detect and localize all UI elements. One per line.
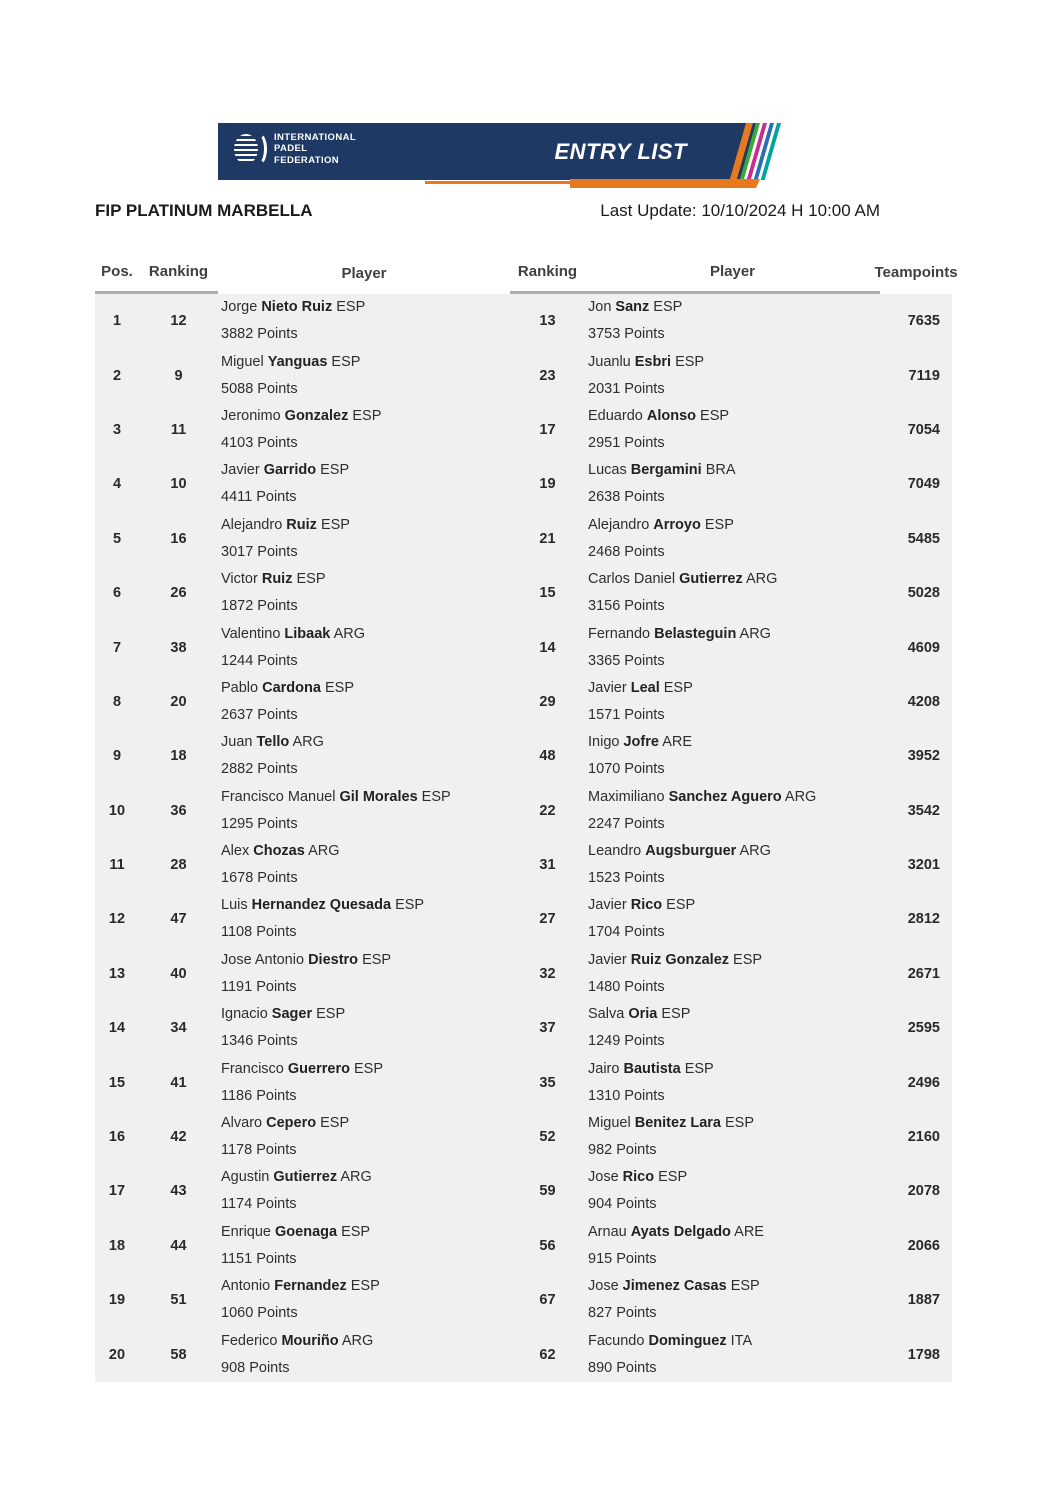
table-row xyxy=(95,512,952,566)
player-cell-2 xyxy=(585,1219,880,1273)
player-points: 1295 Points xyxy=(221,815,298,832)
ranking-cell-1: 47 xyxy=(170,911,187,928)
ranking-cell-1: 58 xyxy=(170,1346,187,1363)
player-points: 1310 Points xyxy=(588,1087,665,1104)
ranking-cell-2: 31 xyxy=(539,857,556,874)
player-name: Pablo Cardona ESP xyxy=(221,679,354,696)
player-name: Miguel Yanguas ESP xyxy=(221,353,361,370)
table-row xyxy=(95,784,952,838)
player-name: Javier Rico ESP xyxy=(588,897,696,914)
ranking-cell-2: 17 xyxy=(539,421,556,438)
player-points: 1174 Points xyxy=(221,1196,297,1213)
ranking-cell-1: 11 xyxy=(170,421,187,438)
pos-cell: 18 xyxy=(108,1237,126,1254)
player-cell-1 xyxy=(218,621,510,675)
table-row xyxy=(95,1001,952,1055)
player-name: Francisco Manuel Gil Morales ESP xyxy=(221,788,451,805)
table-row xyxy=(95,892,952,946)
player-cell-1 xyxy=(218,294,510,348)
pos-cell: 4 xyxy=(112,476,122,493)
pos-cell: 6 xyxy=(112,585,122,602)
ipf-logo xyxy=(234,132,356,166)
player-points: 1704 Points xyxy=(588,924,665,941)
ranking-cell-1: 42 xyxy=(170,1129,187,1146)
team-points-cell: 5028 xyxy=(907,585,940,602)
player-cell-1 xyxy=(218,1328,510,1382)
ranking-cell-2: 67 xyxy=(539,1292,556,1309)
player-name: Federico Mouriño ARG xyxy=(221,1332,374,1349)
player-cell-1 xyxy=(218,838,510,892)
ranking-cell-1: 43 xyxy=(170,1183,187,1200)
player-points: 2031 Points xyxy=(588,380,665,397)
player-name: Jon Sanz ESP xyxy=(588,299,683,316)
player-cell-2 xyxy=(585,566,880,620)
column-header-player-1: Player xyxy=(341,264,387,282)
player-points: 4103 Points xyxy=(221,434,298,451)
ranking-cell-2: 62 xyxy=(539,1346,556,1363)
player-cell-2 xyxy=(585,1273,880,1327)
logo-line-3: FEDERATION xyxy=(274,154,340,166)
player-cell-1 xyxy=(218,1273,510,1327)
player-name: Luis Hernandez Quesada ESP xyxy=(221,897,425,914)
table-row xyxy=(95,348,952,402)
player-cell-2 xyxy=(585,512,880,566)
pos-cell: 11 xyxy=(109,857,125,874)
table-row xyxy=(95,294,952,348)
ranking-cell-2: 56 xyxy=(539,1237,556,1254)
player-points: 1346 Points xyxy=(221,1033,298,1050)
player-cell-2 xyxy=(585,1001,880,1055)
player-name: Leandro Augsburguer ARG xyxy=(588,843,771,860)
logo-line-2: PADEL xyxy=(274,143,308,155)
player-points: 3017 Points xyxy=(221,543,298,560)
player-cell-1 xyxy=(218,729,510,783)
ranking-cell-1: 38 xyxy=(170,639,187,656)
table-row xyxy=(95,1110,952,1164)
player-name: Arnau Ayats Delgado ARE xyxy=(588,1223,764,1240)
title-row xyxy=(95,201,952,221)
player-cell-1 xyxy=(218,457,510,511)
ranking-cell-2: 29 xyxy=(539,693,556,710)
ranking-cell-1: 36 xyxy=(170,802,187,819)
ranking-cell-2: 37 xyxy=(539,1020,556,1037)
player-name: Miguel Benitez Lara ESP xyxy=(588,1115,755,1132)
ranking-cell-2: 21 xyxy=(539,530,556,547)
player-name: Juan Tello ARG xyxy=(221,734,324,751)
player-points: 1186 Points xyxy=(221,1087,297,1104)
pos-cell: 3 xyxy=(112,421,122,438)
player-cell-2 xyxy=(585,784,880,838)
player-cell-1 xyxy=(218,512,510,566)
player-name: Jose Antonio Diestro ESP xyxy=(221,951,392,968)
header-banner xyxy=(218,115,775,190)
ranking-cell-2: 14 xyxy=(539,639,556,656)
pos-cell: 15 xyxy=(108,1074,126,1091)
player-name: Antonio Fernandez ESP xyxy=(221,1278,380,1295)
entry-table xyxy=(95,252,958,1382)
player-points: 2468 Points xyxy=(588,543,665,560)
ranking-cell-1: 10 xyxy=(170,476,187,493)
player-points: 1191 Points xyxy=(221,978,297,995)
player-points: 2247 Points xyxy=(588,815,665,832)
pos-cell: 16 xyxy=(108,1129,126,1146)
player-cell-1 xyxy=(218,403,510,457)
player-cell-2 xyxy=(585,1056,880,1110)
player-points: 908 Points xyxy=(221,1359,290,1376)
player-cell-1 xyxy=(218,947,510,1001)
ipf-logo-text xyxy=(274,132,356,166)
player-points: 1151 Points xyxy=(221,1250,297,1267)
table-header-row xyxy=(95,252,958,294)
player-points: 4411 Points xyxy=(221,489,297,506)
player-name: Ignacio Sager ESP xyxy=(221,1006,346,1023)
banner-orange-bar xyxy=(570,179,760,188)
column-header-player-2: Player xyxy=(585,252,880,294)
pos-cell: 9 xyxy=(112,748,122,765)
pos-cell: 10 xyxy=(108,802,126,819)
player-points: 827 Points xyxy=(588,1305,657,1322)
player-name: Alejandro Arroyo ESP xyxy=(588,516,734,533)
ranking-cell-2: 15 xyxy=(539,585,556,602)
pos-cell: 17 xyxy=(108,1183,126,1200)
ranking-cell-1: 9 xyxy=(174,367,183,384)
player-cell-2 xyxy=(585,838,880,892)
team-points-cell: 3201 xyxy=(907,857,940,874)
player-name: Juanlu Esbri ESP xyxy=(588,353,705,370)
player-cell-1 xyxy=(218,349,510,403)
column-header-pos: Pos. xyxy=(95,252,139,294)
ranking-cell-1: 26 xyxy=(170,585,187,602)
table-row xyxy=(95,1164,952,1218)
player-name: Alex Chozas ARG xyxy=(221,843,340,860)
player-name: Alvaro Cepero ESP xyxy=(221,1115,350,1132)
player-points: 1678 Points xyxy=(221,870,298,887)
player-name: Javier Garrido ESP xyxy=(221,462,350,479)
team-points-cell: 1798 xyxy=(907,1346,940,1363)
player-name: Maximiliano Sanchez Aguero ARG xyxy=(588,788,817,805)
player-cell-2 xyxy=(585,1110,880,1164)
logo-arc-icon xyxy=(249,132,267,166)
player-name: Jose Rico ESP xyxy=(588,1169,688,1186)
player-points: 1244 Points xyxy=(221,652,298,669)
column-header-ranking-1: Ranking xyxy=(139,252,218,294)
pos-cell: 19 xyxy=(108,1292,126,1309)
player-points: 915 Points xyxy=(588,1250,657,1267)
team-points-cell: 2078 xyxy=(907,1183,940,1200)
player-points: 3882 Points xyxy=(221,326,298,343)
team-points-cell: 2812 xyxy=(907,911,940,928)
player-cell-2 xyxy=(585,294,880,348)
team-points-cell: 7049 xyxy=(907,476,940,493)
player-name: Agustin Gutierrez ARG xyxy=(221,1169,372,1186)
player-points: 3365 Points xyxy=(588,652,665,669)
table-row xyxy=(95,1055,952,1109)
player-cell-1 xyxy=(218,784,510,838)
ranking-cell-2: 22 xyxy=(539,802,556,819)
player-cell-1 xyxy=(218,1164,510,1218)
player-points: 1571 Points xyxy=(588,706,665,723)
ranking-cell-1: 44 xyxy=(170,1237,187,1254)
ranking-cell-1: 20 xyxy=(170,693,187,710)
team-points-cell: 5485 xyxy=(907,530,940,547)
ranking-cell-1: 41 xyxy=(170,1074,187,1091)
ranking-cell-2: 59 xyxy=(539,1183,556,1200)
player-points: 1523 Points xyxy=(588,870,665,887)
player-cell-2 xyxy=(585,349,880,403)
pos-cell: 13 xyxy=(108,965,126,982)
team-points-cell: 4208 xyxy=(907,693,940,710)
player-name: Enrique Goenaga ESP xyxy=(221,1223,371,1240)
player-name: Jorge Nieto Ruiz ESP xyxy=(221,299,366,316)
player-name: Inigo Jofre ARE xyxy=(588,734,693,751)
player-name: Francisco Guerrero ESP xyxy=(221,1060,383,1077)
ranking-cell-2: 23 xyxy=(539,367,556,384)
pos-cell: 2 xyxy=(112,367,122,384)
player-cell-2 xyxy=(585,729,880,783)
player-name: Jairo Bautista ESP xyxy=(588,1060,714,1077)
team-points-cell: 2066 xyxy=(907,1237,940,1254)
team-points-cell: 7054 xyxy=(907,421,940,438)
ranking-cell-2: 52 xyxy=(539,1129,556,1146)
player-cell-1 xyxy=(218,1001,510,1055)
table-row xyxy=(95,729,952,783)
player-points: 904 Points xyxy=(588,1196,657,1213)
ranking-cell-1: 34 xyxy=(170,1020,187,1037)
team-points-cell: 2671 xyxy=(907,965,940,982)
team-points-cell: 3542 xyxy=(907,802,940,819)
player-points: 3753 Points xyxy=(588,326,665,343)
player-name: Salva Oria ESP xyxy=(588,1006,691,1023)
player-points: 1060 Points xyxy=(221,1305,298,1322)
event-title: FIP PLATINUM MARBELLA xyxy=(95,201,313,220)
player-name: Carlos Daniel Gutierrez ARG xyxy=(588,571,778,588)
team-points-cell: 7635 xyxy=(907,313,940,330)
player-points: 1249 Points xyxy=(588,1033,665,1050)
player-points: 2882 Points xyxy=(221,761,298,778)
table-row xyxy=(95,403,952,457)
player-cell-1 xyxy=(218,1110,510,1164)
player-points: 1480 Points xyxy=(588,978,665,995)
table-row xyxy=(95,566,952,620)
player-cell-2 xyxy=(585,403,880,457)
player-points: 2637 Points xyxy=(221,706,298,723)
player-cell-2 xyxy=(585,457,880,511)
player-points: 1872 Points xyxy=(221,598,298,615)
ranking-cell-2: 48 xyxy=(539,748,556,765)
player-name: Valentino Libaak ARG xyxy=(221,625,366,642)
player-points: 982 Points xyxy=(588,1142,657,1159)
player-cell-1 xyxy=(218,1219,510,1273)
column-header-ranking-2: Ranking xyxy=(510,252,585,294)
player-points: 1108 Points xyxy=(221,924,297,941)
player-cell-2 xyxy=(585,1328,880,1382)
player-name: Fernando Belasteguin ARG xyxy=(588,625,771,642)
pos-cell: 20 xyxy=(108,1346,126,1363)
player-points: 1070 Points xyxy=(588,761,665,778)
logo-line-1: INTERNATIONAL xyxy=(274,132,357,143)
player-points: 890 Points xyxy=(588,1359,657,1376)
table-row xyxy=(95,1273,952,1327)
player-cell-2 xyxy=(585,1164,880,1218)
player-cell-2 xyxy=(585,675,880,729)
ranking-cell-1: 16 xyxy=(170,530,187,547)
pos-cell: 7 xyxy=(112,639,122,656)
ranking-cell-1: 40 xyxy=(170,965,187,982)
last-update-text: Last Update: 10/10/2024 H 10:00 AM xyxy=(600,201,880,220)
player-name: Javier Ruiz Gonzalez ESP xyxy=(588,951,763,968)
player-cell-2 xyxy=(585,892,880,946)
team-points-cell: 4609 xyxy=(907,639,940,656)
team-points-cell: 1887 xyxy=(907,1292,940,1309)
table-row xyxy=(95,675,952,729)
table-body xyxy=(95,294,952,1382)
player-name: Jose Jimenez Casas ESP xyxy=(588,1278,760,1295)
ranking-cell-2: 32 xyxy=(539,965,556,982)
table-row xyxy=(95,1327,952,1381)
team-points-cell: 2160 xyxy=(907,1129,940,1146)
table-row xyxy=(95,1219,952,1273)
team-points-cell: 7119 xyxy=(908,367,940,384)
player-name: Javier Leal ESP xyxy=(588,679,693,696)
banner-orange-underline xyxy=(425,181,573,184)
player-points: 2638 Points xyxy=(588,489,665,506)
team-points-cell: 2496 xyxy=(907,1074,940,1091)
player-name: Facundo Dominguez ITA xyxy=(588,1332,753,1349)
ranking-cell-2: 13 xyxy=(539,313,556,330)
player-points: 1178 Points xyxy=(221,1142,297,1159)
pos-cell: 14 xyxy=(108,1020,126,1037)
pos-cell: 1 xyxy=(112,313,122,330)
player-points: 3156 Points xyxy=(588,598,665,615)
ranking-cell-2: 35 xyxy=(539,1074,556,1091)
pos-cell: 8 xyxy=(112,693,122,710)
ranking-cell-2: 27 xyxy=(539,911,556,928)
player-cell-2 xyxy=(585,621,880,675)
player-cell-1 xyxy=(218,566,510,620)
player-name: Alejandro Ruiz ESP xyxy=(221,516,350,533)
player-cell-1 xyxy=(218,1056,510,1110)
entry-list-label: ENTRY LIST xyxy=(554,139,687,164)
player-name: Lucas Bergamini BRA xyxy=(588,462,736,479)
table-row xyxy=(95,838,952,892)
table-row xyxy=(95,620,952,674)
ranking-cell-1: 12 xyxy=(170,313,187,330)
pos-cell: 5 xyxy=(112,530,122,547)
player-cell-1 xyxy=(218,892,510,946)
player-name: Victor Ruiz ESP xyxy=(221,571,326,588)
table-row xyxy=(95,947,952,1001)
player-name: Eduardo Alonso ESP xyxy=(588,407,730,424)
player-cell-2 xyxy=(585,947,880,1001)
team-points-cell: 2595 xyxy=(907,1020,940,1037)
pos-cell: 12 xyxy=(108,911,126,928)
table-row xyxy=(95,457,952,511)
ranking-cell-2: 19 xyxy=(539,476,556,493)
column-header-team-points: Team points xyxy=(874,264,958,282)
player-points: 2951 Points xyxy=(588,434,665,451)
player-name: Jeronimo Gonzalez ESP xyxy=(221,407,382,424)
player-points: 5088 Points xyxy=(221,380,298,397)
player-cell-1 xyxy=(218,675,510,729)
team-points-cell: 3952 xyxy=(907,748,940,765)
ranking-cell-1: 28 xyxy=(170,857,187,874)
ranking-cell-1: 51 xyxy=(170,1292,187,1309)
ranking-cell-1: 18 xyxy=(170,748,187,765)
